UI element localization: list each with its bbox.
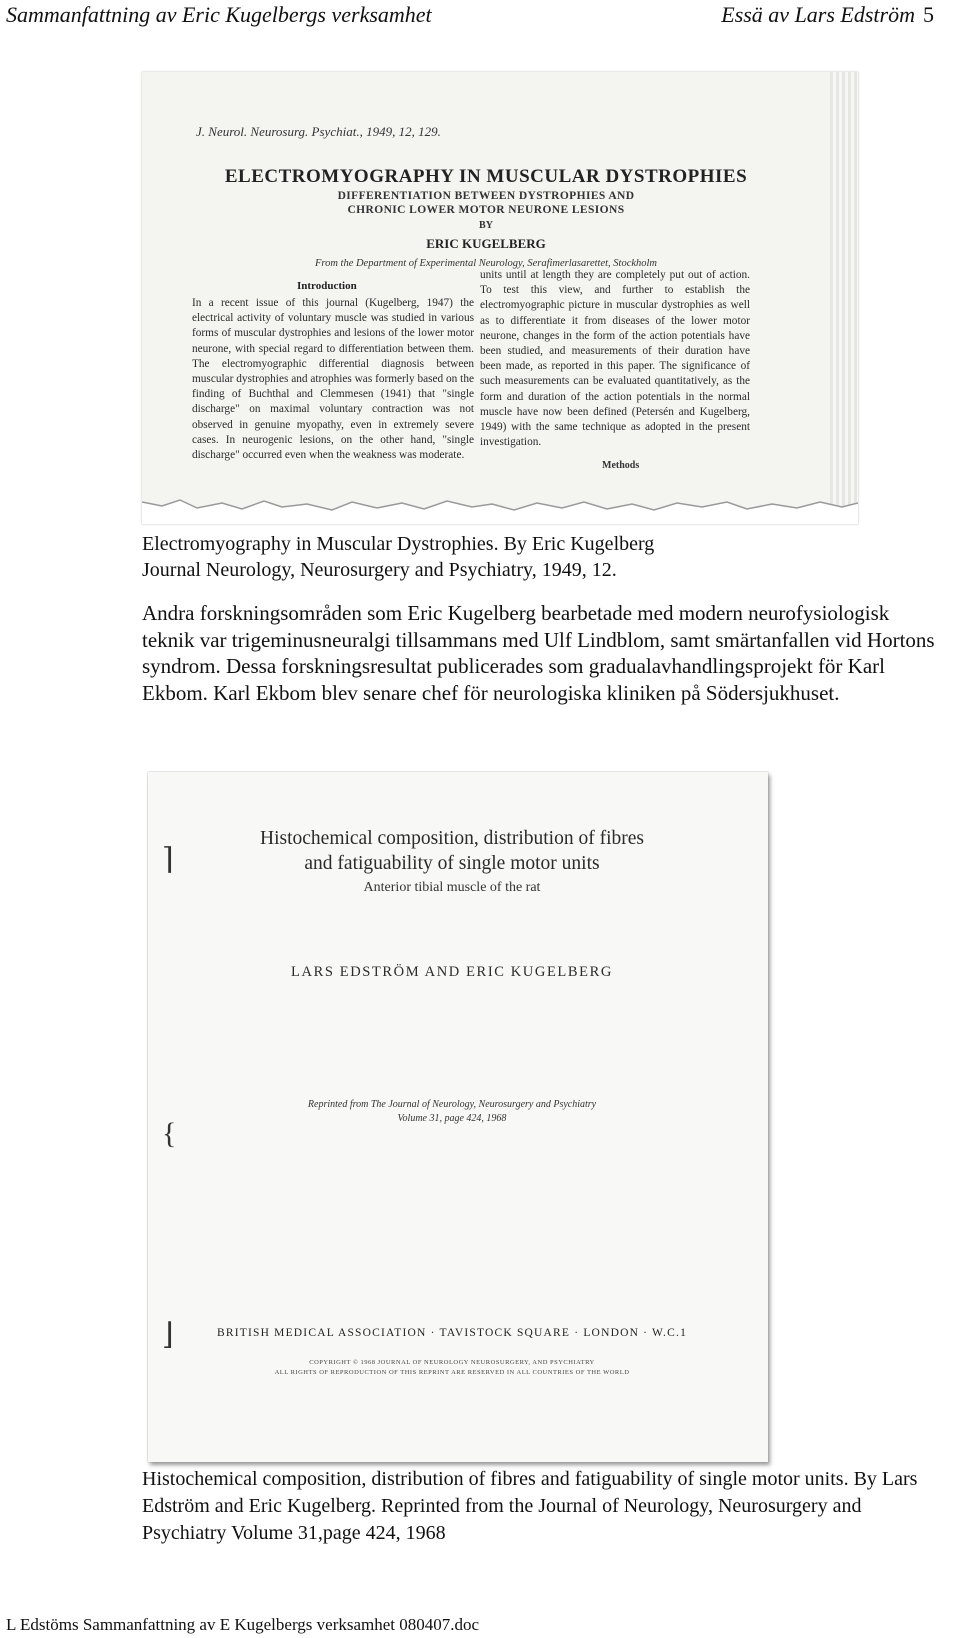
- page-number: 5: [923, 2, 934, 27]
- reprint-copyright-line2: ALL RIGHTS OF REPRODUCTION OF THIS REPRINT ARE RESERVED IN ALL COUNTRIES OF THE WORLD: [274, 1369, 630, 1376]
- document-footer: L Edstöms Sammanfattning av E Kugelbergs verksamhet 080407.doc: [6, 1615, 480, 1634]
- reprint-source-line1: Reprinted from The Journal of Neurology, Neurosurgery and Psychiatry: [307, 1099, 597, 1110]
- reprint-source-line2: Volume 31, page 424, 1968: [397, 1113, 507, 1124]
- binding-mark-top: ⌉: [162, 843, 174, 876]
- scan-author: ERIC KUGELBERG: [426, 236, 546, 251]
- reprint-copyright: [148, 1358, 756, 1378]
- scan-affiliation: From the Department of Experimental Neurology, Serafimerlasarettet, Stockholm: [314, 258, 658, 269]
- scan-subtitle-line2: CHRONIC LOWER MOTOR NEURONE LESIONS: [347, 204, 625, 216]
- binding-mark-bottom: ⌋: [162, 1318, 174, 1351]
- figure-caption-1: [142, 531, 654, 583]
- figure-caption-2: Histochemical composition, distribution of fibres and fatiguability of single motor units. By Lars Edström and Eric Kugelberg. Reprinted from the Journal of Neurology, Neurosurgery and Psychiatry Volume 31,page 424, 1968: [142, 1468, 918, 1544]
- scanned-article-electromyography: [142, 72, 858, 524]
- reprint-title-line1: Histochemical composition, distribution of fibres: [260, 828, 644, 849]
- reprint-subtitle: Anterior tibial muscle of the rat: [363, 880, 541, 895]
- scan-journal-reference: J. Neurol. Neurosurg. Psychiat., 1949, 12, 129.: [196, 124, 441, 139]
- scanned-reprint-cover: [148, 772, 768, 1462]
- scan-by: BY: [479, 220, 493, 231]
- scan-subtitle-line1: DIFFERENTIATION BETWEEN DYSTROPHIES AND: [337, 190, 635, 202]
- torn-edge: [142, 494, 858, 524]
- page-stack-edge: [830, 72, 858, 524]
- caption1-line1: Electromyography in Muscular Dystrophies. By Eric Kugelberg: [142, 533, 655, 555]
- scan-right-column: units until at length they are completely put out of action. To test this view, and further to establish the electromyographic picture in muscular dystrophies as well as to differentiate it from diseases of the lower motor neurone, changes in the form of the action potentials have been studied, and measurements of their duration have been made, as reported in this paper. The significance of such measurements can be evaluated quantitatively, as the form and duration of the action potentials in the normal muscle have now been defined (Petersén and Kugelberg, 1949) with the same technique as adopted in the present investigation.: [480, 269, 750, 449]
- reprint-source: [148, 1098, 756, 1126]
- reprint-authors: LARS EDSTRÖM AND ERIC KUGELBERG: [291, 964, 613, 980]
- scan-intro-heading: Introduction: [297, 280, 357, 292]
- reprint-publisher: BRITISH MEDICAL ASSOCIATION · TAVISTOCK SQUARE · LONDON · W.C.1: [216, 1327, 688, 1339]
- reprint-title-line2: and fatiguability of single motor units: [304, 853, 600, 874]
- scan-article-title: ELECTROMYOGRAPHY IN MUSCULAR DYSTROPHIES: [224, 166, 748, 187]
- caption1-line2: Journal Neurology, Neurosurgery and Psychiatry, 1949, 12.: [142, 559, 617, 581]
- running-header-title: Sammanfattning av Eric Kugelbergs verksamhet: [6, 2, 432, 27]
- reprint-title: [148, 826, 756, 876]
- header-author-text: Essä av Lars Edström: [721, 2, 915, 27]
- scan-methods-heading: Methods: [602, 460, 640, 471]
- body-paragraph: Andra forskningsområden som Eric Kugelberg bearbetade med modern neurofysiologisk teknik var trigeminusneuralgi tillsammans med Ulf Lindblom, samt smärtanfallen vid Hortons syndrom. Dessa forskningsresultat publicerades som gradualavhandlingsprojekt för Karl Ekbom. Karl Ekbom blev senare chef för neurologiska kliniken på Södersjukhuset.: [142, 601, 935, 705]
- scan-left-column: In a recent issue of this journal (Kugelberg, 1947) the electrical activity of voluntary muscle was studied in various forms of muscular dystrophies and lesions of the lower motor neurone, with special regard to differentiation between them. The electromyographic differential diagnosis between muscular dystrophies and atrophies was formerly based on the finding of Buchthal and Clemmesen (1941) that "single discharge" on maximal voluntary contraction was not observed in genuine myopathy, even in extremely severe cases. In neurogenic lesions, on the other hand, "single discharge" occurred even when the weakness was moderate.: [192, 297, 474, 462]
- binding-mark-middle: {: [162, 1117, 177, 1150]
- running-header-author: [721, 2, 934, 28]
- reprint-copyright-line1: COPYRIGHT © 1968 JOURNAL OF NEUROLOGY NEUROSURGERY, AND PSYCHIATRY: [309, 1359, 595, 1366]
